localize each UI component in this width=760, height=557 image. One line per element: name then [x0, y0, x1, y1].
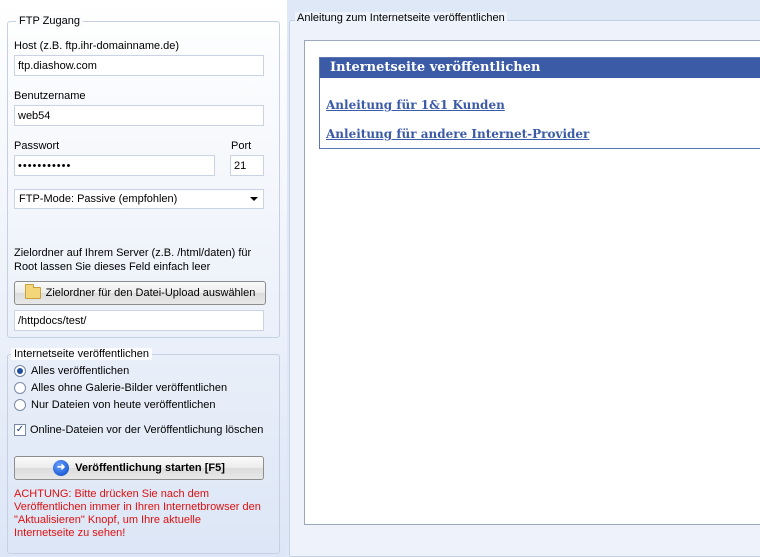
publish-without-gallery-option[interactable] [14, 382, 227, 394]
host-label: Host (z.B. ftp.ihr-domainname.de) [14, 40, 180, 52]
password-input[interactable]: ••••••••••• [14, 155, 215, 176]
chevron-down-icon [250, 197, 258, 201]
publish-all-radio[interactable] [14, 365, 26, 377]
guide-link-1und1[interactable]: Anleitung für 1&1 Kunden [326, 98, 505, 112]
warning-line: Internetseite zu sehen! [14, 527, 126, 539]
arrow-right-icon: ➜ [53, 460, 69, 476]
publish-today-option[interactable] [14, 399, 215, 411]
publish-without-gallery-label: Alles ohne Galerie-Bilder veröffentlichen [31, 382, 228, 394]
publish-without-gallery-radio[interactable] [14, 382, 26, 394]
select-target-folder-label: Zielordner für den Datei-Upload auswählen [45, 287, 256, 299]
publish-group-title: Internetseite veröffentlichen [11, 348, 152, 360]
publish-today-label: Nur Dateien von heute veröffentlichen [31, 399, 216, 411]
delete-online-files-label: Online-Dateien vor der Veröffentlichung löschen [30, 424, 264, 436]
target-folder-input[interactable]: /httpdocs/test/ [14, 310, 264, 331]
delete-online-files-checkbox[interactable]: ✓ [15, 424, 25, 435]
username-label: Benutzername [14, 90, 86, 102]
password-label: Passwort [14, 140, 60, 152]
target-folder-hint-line-2: Root lassen Sie dieses Feld einfach leer [14, 261, 211, 273]
guide-header: Internetseite veröffentlichen [320, 58, 760, 78]
ftp-mode-select[interactable] [14, 189, 264, 209]
left-panel [0, 0, 287, 557]
ftp-access-group-title: FTP Zugang [16, 15, 83, 27]
username-input[interactable]: web54 [14, 105, 264, 126]
refresh-warning [14, 488, 261, 540]
publish-all-label: Alles veröffentlichen [31, 365, 130, 377]
guide-link-other-provider[interactable]: Anleitung für andere Internet-Provider [326, 127, 590, 141]
start-publish-label: Veröffentlichung starten [F5] [75, 462, 225, 474]
start-publish-button[interactable] [14, 456, 264, 480]
warning-line: ACHTUNG: Bitte drücken Sie nach dem [14, 488, 210, 500]
guide-box [319, 57, 760, 149]
warning-line: Veröffentlichen immer in Ihren Internetbrowser den [14, 501, 261, 513]
folder-icon [25, 287, 41, 299]
ftp-mode-value: FTP-Mode: Passive (empfohlen) [19, 193, 178, 205]
port-label: Port [231, 140, 252, 152]
publish-today-radio[interactable] [14, 399, 26, 411]
target-folder-hint-line-1: Zielordner auf Ihrem Server (z.B. /html/daten) für [14, 247, 252, 259]
publish-all-option[interactable] [14, 365, 129, 377]
select-target-folder-button[interactable] [14, 281, 266, 305]
delete-online-files-option[interactable] [14, 424, 263, 436]
guide-browser-view [304, 40, 760, 525]
warning-line: "Aktualisieren" Knopf, um Ihre aktuelle [14, 514, 201, 526]
guide-group-title: Anleitung zum Internetseite veröffentlichen [297, 12, 505, 24]
port-input[interactable]: 21 [230, 155, 264, 176]
host-input[interactable]: ftp.diashow.com [14, 55, 264, 76]
